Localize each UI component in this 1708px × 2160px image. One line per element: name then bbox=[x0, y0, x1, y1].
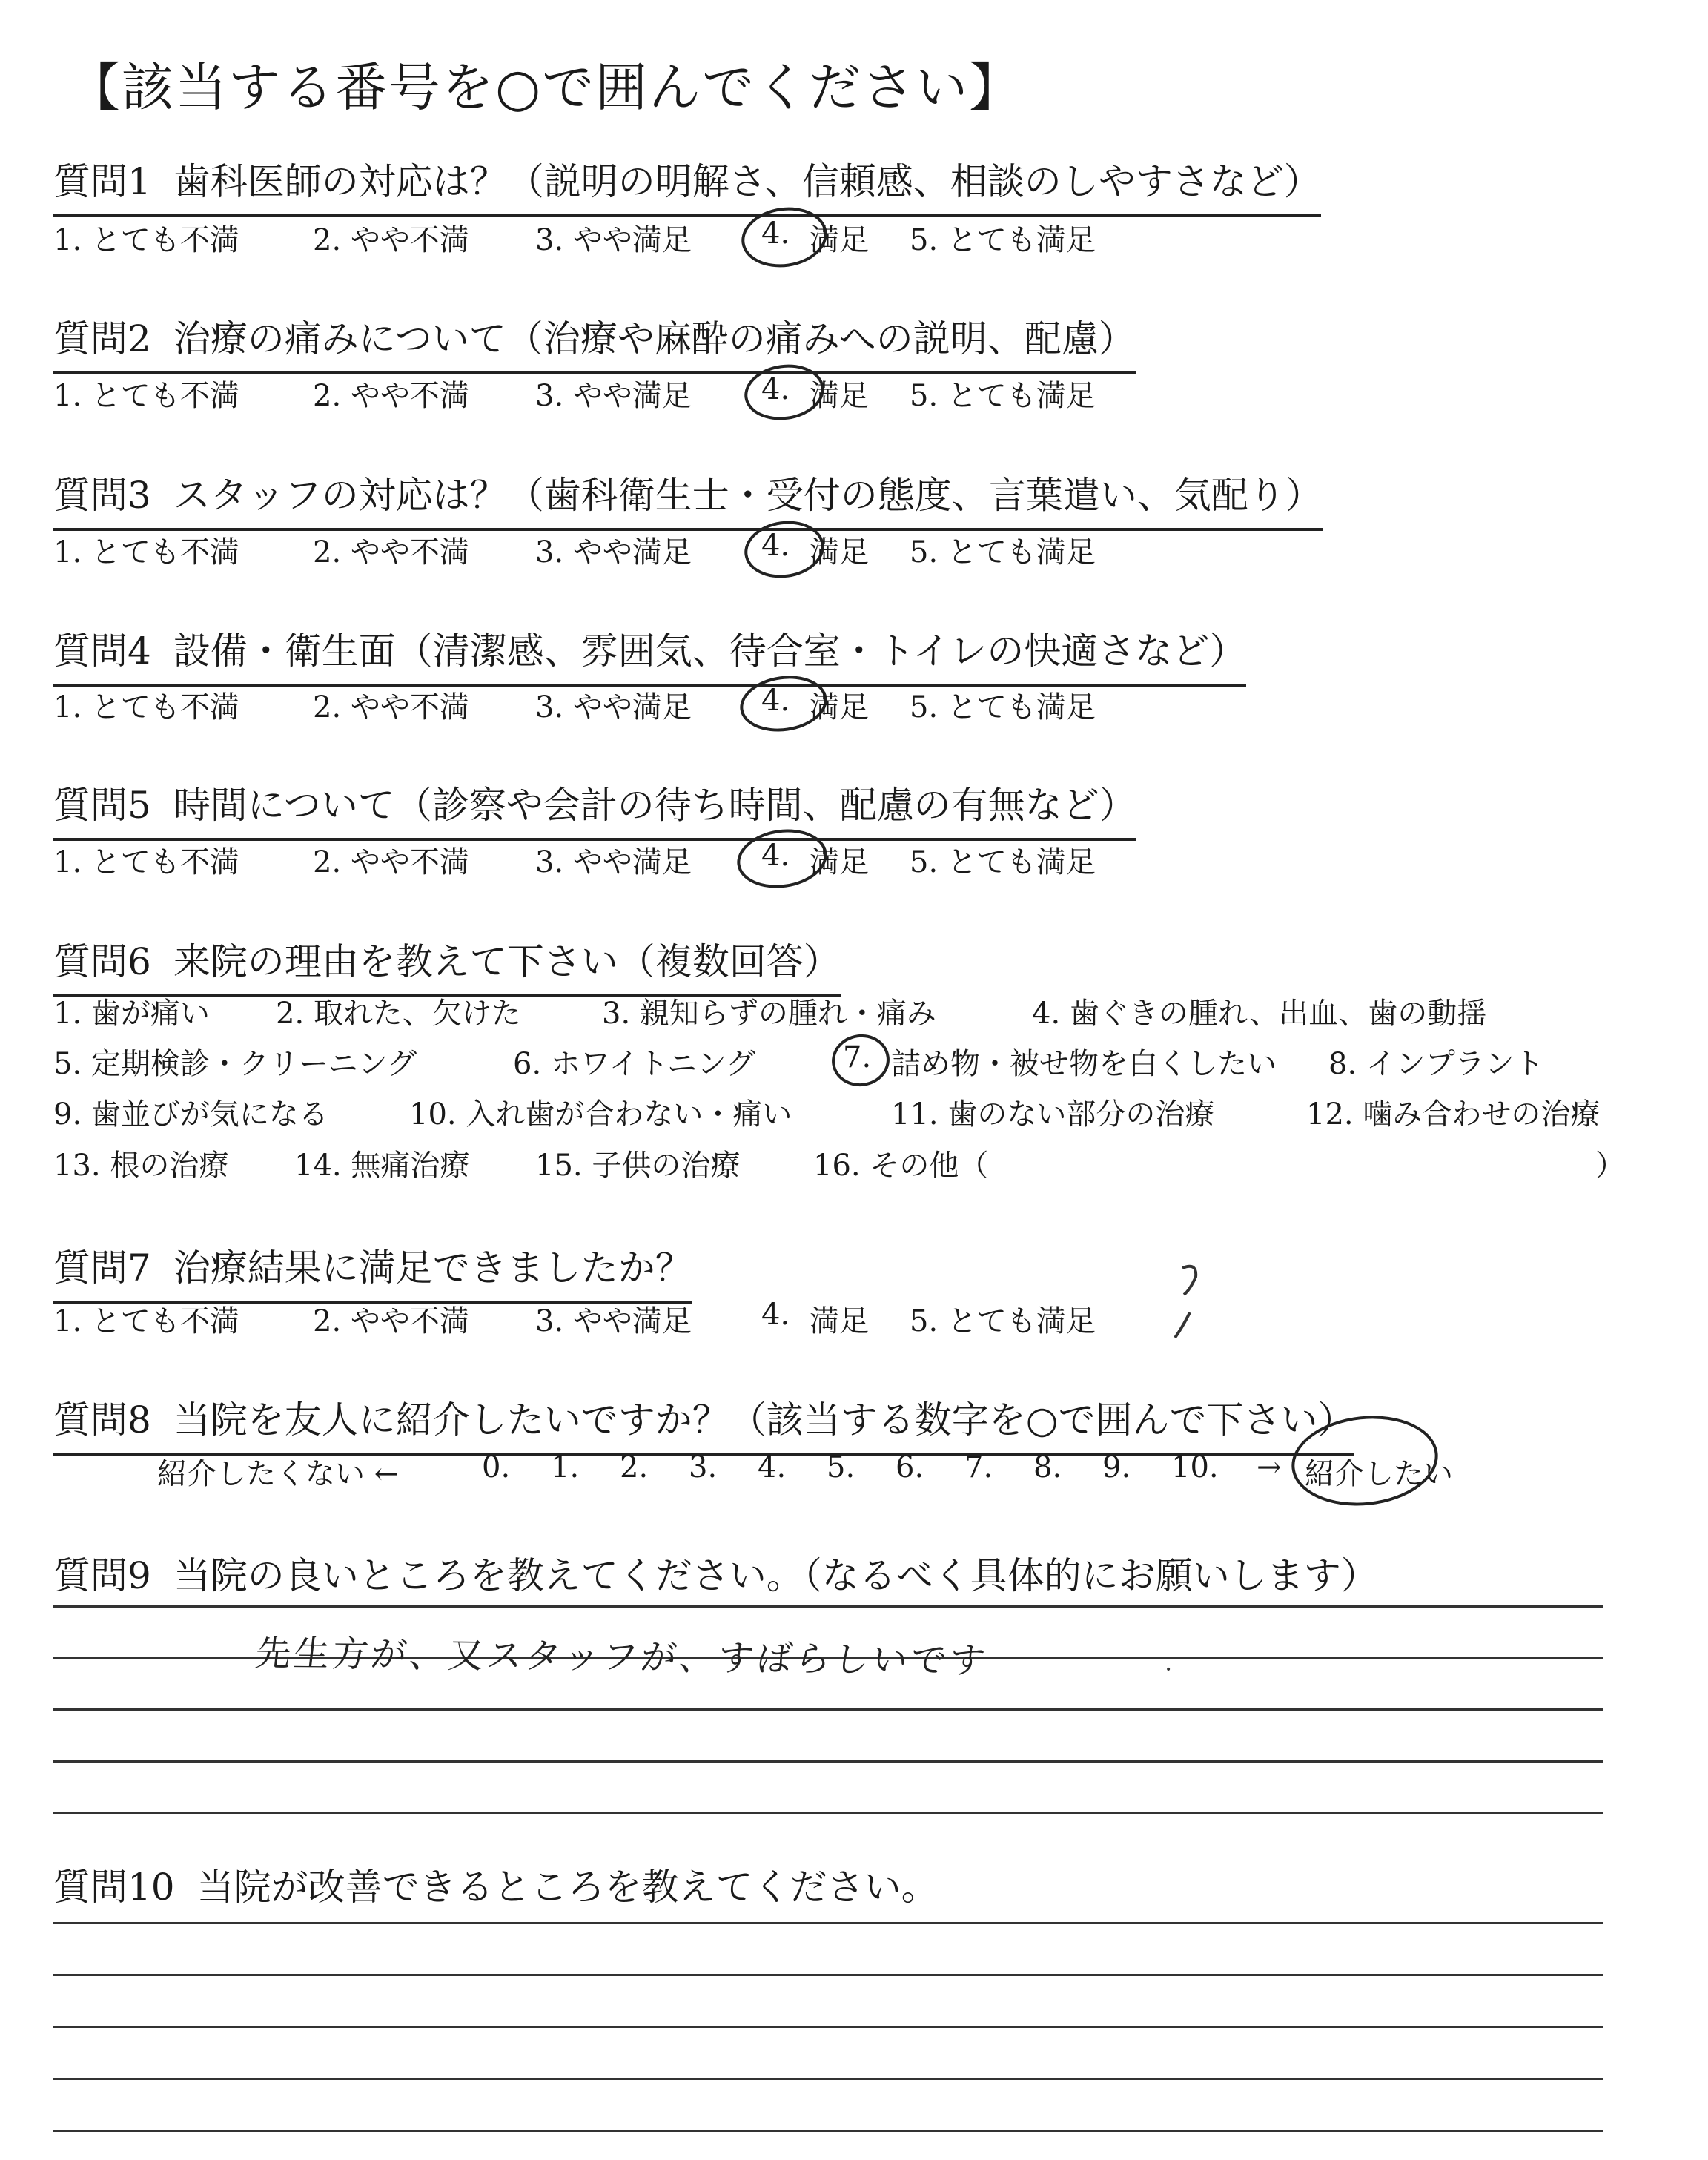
option-satisfied-label[interactable]: 満足 bbox=[810, 223, 869, 257]
option-satisfied-number-selected[interactable]: 4. bbox=[761, 217, 790, 251]
question-2-text: 治療の痛みについて（治療や麻酔の痛みへの説明、配慮） bbox=[173, 317, 1136, 360]
question-1-options bbox=[53, 217, 1096, 261]
recommend-scale-right-label-selected[interactable]: 紹介したい bbox=[1305, 1457, 1453, 1491]
answer-line bbox=[53, 1812, 1603, 1814]
option-very-dissatisfied[interactable]: 1. とても不満 bbox=[53, 535, 239, 569]
reason-option-broken[interactable]: 2. 取れた、欠けた bbox=[276, 997, 521, 1031]
recommend-score-2[interactable]: 2. bbox=[620, 1450, 649, 1484]
option-satisfied-number-selected[interactable]: 4. bbox=[761, 529, 790, 563]
option-very-satisfied[interactable]: 5. とても満足 bbox=[910, 535, 1096, 569]
question-8-title bbox=[53, 1390, 1354, 1456]
question-4-options bbox=[53, 684, 1096, 728]
option-satisfied-number-selected[interactable]: 4. bbox=[761, 839, 790, 873]
option-very-dissatisfied[interactable]: 1. とても不満 bbox=[53, 845, 239, 879]
question-8-number: 質問8 bbox=[53, 1398, 151, 1441]
option-very-dissatisfied[interactable]: 1. とても不満 bbox=[53, 223, 239, 257]
question-3-text: スタッフの対応は？（歯科衛生士・受付の態度、言葉遣い、気配り） bbox=[173, 474, 1323, 517]
option-satisfied-label[interactable]: 満足 bbox=[810, 845, 869, 879]
question-6-text: 来院の理由を教えて下さい（複数回答） bbox=[173, 940, 841, 983]
answer-line bbox=[53, 1922, 1603, 1924]
reason-option-bite[interactable]: 12. 噛み合わせの治療 bbox=[1306, 1097, 1601, 1132]
reason-option-dentures[interactable]: 10. 入れ歯が合わない・痛い bbox=[409, 1097, 792, 1132]
option-very-satisfied[interactable]: 5. とても満足 bbox=[910, 379, 1096, 413]
option-satisfied-number[interactable]: 4. bbox=[761, 1298, 790, 1332]
option-somewhat-satisfied[interactable]: 3. やや満足 bbox=[535, 1304, 692, 1338]
option-satisfied-label[interactable]: 満足 bbox=[810, 535, 869, 569]
question-5-title bbox=[53, 776, 1136, 841]
option-somewhat-satisfied[interactable]: 3. やや満足 bbox=[535, 845, 692, 879]
question-7-text: 治療結果に満足できましたか？ bbox=[173, 1246, 692, 1289]
question-3-title bbox=[53, 466, 1323, 531]
option-very-dissatisfied[interactable]: 1. とても不満 bbox=[53, 1304, 239, 1338]
reason-option-painless[interactable]: 14. 無痛治療 bbox=[294, 1149, 470, 1183]
question-3-options bbox=[53, 529, 1096, 573]
question-7-number: 質問7 bbox=[53, 1246, 151, 1289]
option-very-satisfied[interactable]: 5. とても満足 bbox=[910, 690, 1096, 724]
question-4-title bbox=[53, 621, 1246, 687]
question-7-title bbox=[53, 1238, 692, 1304]
question-10-text: 当院が改善できるところを教えてください。 bbox=[196, 1866, 939, 1909]
option-somewhat-dissatisfied[interactable]: 2. やや不満 bbox=[313, 223, 469, 257]
recommend-score-8[interactable]: 8. bbox=[1033, 1450, 1062, 1484]
reason-option-white-fillings[interactable]: 詰め物・被せ物を白くしたい bbox=[891, 1047, 1277, 1081]
option-satisfied-number-selected[interactable]: 4. bbox=[761, 684, 790, 718]
option-somewhat-dissatisfied[interactable]: 2. やや不満 bbox=[313, 535, 469, 569]
reason-option-checkup[interactable]: 5. 定期検診・クリーニング bbox=[53, 1047, 417, 1081]
reason-option-children[interactable]: 15. 子供の治療 bbox=[535, 1149, 741, 1183]
reason-option-implant[interactable]: 8. インプラント bbox=[1328, 1047, 1544, 1081]
reason-option-root-canal[interactable]: 13. 根の治療 bbox=[53, 1149, 229, 1183]
question-2-options bbox=[53, 372, 1096, 417]
option-satisfied-label[interactable]: 満足 bbox=[810, 379, 869, 413]
recommend-score-3[interactable]: 3. bbox=[689, 1450, 718, 1484]
question-6-row-2 bbox=[53, 1040, 1544, 1085]
option-very-satisfied[interactable]: 5. とても満足 bbox=[910, 223, 1096, 257]
answer-line bbox=[53, 2026, 1603, 2028]
question-1-title bbox=[53, 152, 1321, 217]
recommend-score-7[interactable]: 7. bbox=[964, 1450, 993, 1484]
option-somewhat-satisfied[interactable]: 3. やや満足 bbox=[535, 535, 692, 569]
recommend-scale-arrow: → bbox=[1257, 1450, 1282, 1484]
answer-line bbox=[53, 1708, 1603, 1711]
recommend-score-0[interactable]: 0. bbox=[482, 1450, 511, 1484]
stray-dot-mark-icon: • bbox=[1165, 1664, 1172, 1676]
question-1-number: 質問1 bbox=[53, 160, 151, 203]
option-somewhat-dissatisfied[interactable]: 2. やや不満 bbox=[313, 845, 469, 879]
recommend-score-1[interactable]: 1. bbox=[551, 1450, 580, 1484]
stray-pen-mark-icon bbox=[1168, 1261, 1212, 1342]
answer-line bbox=[53, 2130, 1603, 2132]
question-6-title bbox=[53, 932, 841, 997]
answer-line bbox=[53, 1605, 1603, 1608]
option-satisfied-number-selected[interactable]: 4. bbox=[761, 372, 790, 406]
reason-option-wisdom-tooth[interactable]: 3. 親知らずの腫れ・痛み bbox=[602, 997, 936, 1031]
recommend-score-9[interactable]: 9. bbox=[1102, 1450, 1131, 1484]
question-3-number: 質問3 bbox=[53, 474, 151, 517]
question-9-text: 当院の良いところを教えてください。（なるべく具体的にお願いします） bbox=[173, 1554, 1378, 1597]
question-6-number: 質問6 bbox=[53, 940, 151, 983]
instruction-heading: 【該当する番号を○で囲んでください】 bbox=[68, 57, 1023, 118]
option-very-satisfied[interactable]: 5. とても満足 bbox=[910, 1304, 1096, 1338]
question-8-text: 当院を友人に紹介したいですか？（該当する数字を○で囲んで下さい） bbox=[173, 1398, 1355, 1441]
option-somewhat-dissatisfied[interactable]: 2. やや不満 bbox=[313, 379, 469, 413]
question-5-number: 質問5 bbox=[53, 784, 151, 827]
reason-option-alignment[interactable]: 9. 歯並びが気になる bbox=[53, 1097, 328, 1132]
reason-option-other-close-paren: ） bbox=[1595, 1149, 1625, 1183]
circled-answer-mark bbox=[829, 1031, 893, 1090]
reason-option-other[interactable]: 16. その他（ bbox=[813, 1149, 989, 1183]
question-9-title bbox=[53, 1546, 1378, 1608]
question-2-number: 質問2 bbox=[53, 317, 151, 360]
option-somewhat-dissatisfied[interactable]: 2. やや不満 bbox=[313, 690, 469, 724]
reason-option-gums[interactable]: 4. 歯ぐきの腫れ、出血、歯の動揺 bbox=[1032, 997, 1487, 1031]
reason-option-missing-teeth[interactable]: 11. 歯のない部分の治療 bbox=[891, 1097, 1215, 1132]
reason-option-toothache[interactable]: 1. 歯が痛い bbox=[53, 997, 210, 1031]
question-1-text: 歯科医師の対応は？（説明の明解さ、信頼感、相談のしやすさなど） bbox=[173, 160, 1321, 203]
option-very-satisfied[interactable]: 5. とても満足 bbox=[910, 845, 1096, 879]
answer-line bbox=[53, 1760, 1603, 1763]
option-satisfied-label[interactable]: 満足 bbox=[810, 1304, 869, 1338]
question-2-title bbox=[53, 309, 1136, 374]
question-5-text: 時間について（診察や会計の待ち時間、配慮の有無など） bbox=[173, 784, 1136, 827]
answer-line bbox=[53, 2078, 1603, 2080]
option-very-dissatisfied[interactable]: 1. とても不満 bbox=[53, 690, 239, 724]
option-somewhat-satisfied[interactable]: 3. やや満足 bbox=[535, 690, 692, 724]
recommend-scale-left-label: 紹介したくない ← bbox=[157, 1457, 400, 1491]
option-very-dissatisfied[interactable]: 1. とても不満 bbox=[53, 379, 239, 413]
question-4-number: 質問4 bbox=[53, 630, 151, 673]
option-somewhat-dissatisfied[interactable]: 2. やや不満 bbox=[313, 1304, 469, 1338]
option-satisfied-label[interactable]: 満足 bbox=[810, 690, 869, 724]
question-10-number: 質問10 bbox=[53, 1866, 175, 1909]
q9-handwritten-answer[interactable]: 先生方が、又スタッフが、すばらしいです bbox=[253, 1632, 990, 1682]
reason-option-whitening[interactable]: 6. ホワイトニング bbox=[513, 1047, 756, 1081]
recommend-score-4[interactable]: 4. bbox=[758, 1450, 787, 1484]
option-somewhat-satisfied[interactable]: 3. やや満足 bbox=[535, 223, 692, 257]
reason-option-7-number-selected[interactable]: 7. bbox=[843, 1040, 872, 1074]
question-9-number: 質問9 bbox=[53, 1554, 151, 1597]
answer-line bbox=[53, 1974, 1603, 1976]
question-10-title bbox=[53, 1857, 939, 1920]
recommend-score-5[interactable]: 5. bbox=[827, 1450, 855, 1484]
recommend-score-10[interactable]: 10. bbox=[1171, 1450, 1219, 1484]
option-somewhat-satisfied[interactable]: 3. やや満足 bbox=[535, 379, 692, 413]
question-4-text: 設備・衛生面（清潔感、雰囲気、待合室・トイレの快適さなど） bbox=[173, 630, 1247, 673]
recommend-score-6[interactable]: 6. bbox=[896, 1450, 924, 1484]
question-5-options bbox=[53, 839, 1096, 883]
